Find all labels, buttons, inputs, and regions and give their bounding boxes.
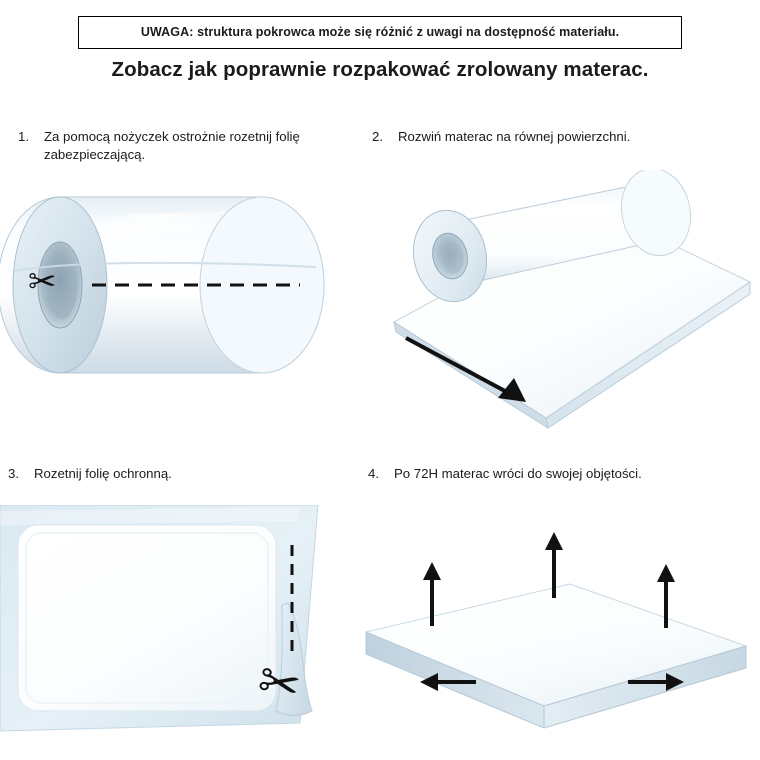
notice-banner	[78, 16, 682, 49]
svg-text:✂: ✂	[252, 650, 306, 717]
step-4-text: Po 72H materac wróci do swojej objętości.	[394, 466, 642, 481]
step-2-caption	[372, 128, 722, 146]
step-1-figure	[0, 175, 340, 390]
step-3-figure	[0, 505, 340, 755]
step-4-number: 4.	[368, 466, 379, 481]
notice-text: UWAGA: struktura pokrowca może się różnić z uwagi na dostępność materiału.	[140, 25, 620, 39]
step-1-caption	[18, 128, 338, 164]
step-1-text: Za pomocą nożyczek ostrożnie rozetnij folię zabezpieczającą.	[44, 129, 300, 162]
svg-text:✂: ✂	[28, 262, 57, 302]
page-title	[0, 58, 760, 82]
mattress-flat-top	[18, 525, 276, 711]
step-1-number: 1.	[18, 129, 29, 144]
step-3-number: 3.	[8, 466, 19, 481]
step-4-caption	[368, 465, 728, 483]
step-3-text: Rozetnij folię ochronną.	[34, 466, 172, 481]
step-3-caption	[8, 465, 338, 483]
mattress-slab	[366, 584, 746, 728]
step-2-text: Rozwiń materac na równej powierzchni.	[398, 129, 631, 144]
step-2-number: 2.	[372, 129, 383, 144]
step-2-figure	[350, 170, 760, 430]
scissors-icon	[28, 262, 57, 302]
page-title-text: Zobacz jak poprawnie rozpakować zrolowany materac.	[111, 58, 649, 81]
step-4-figure	[350, 530, 760, 760]
